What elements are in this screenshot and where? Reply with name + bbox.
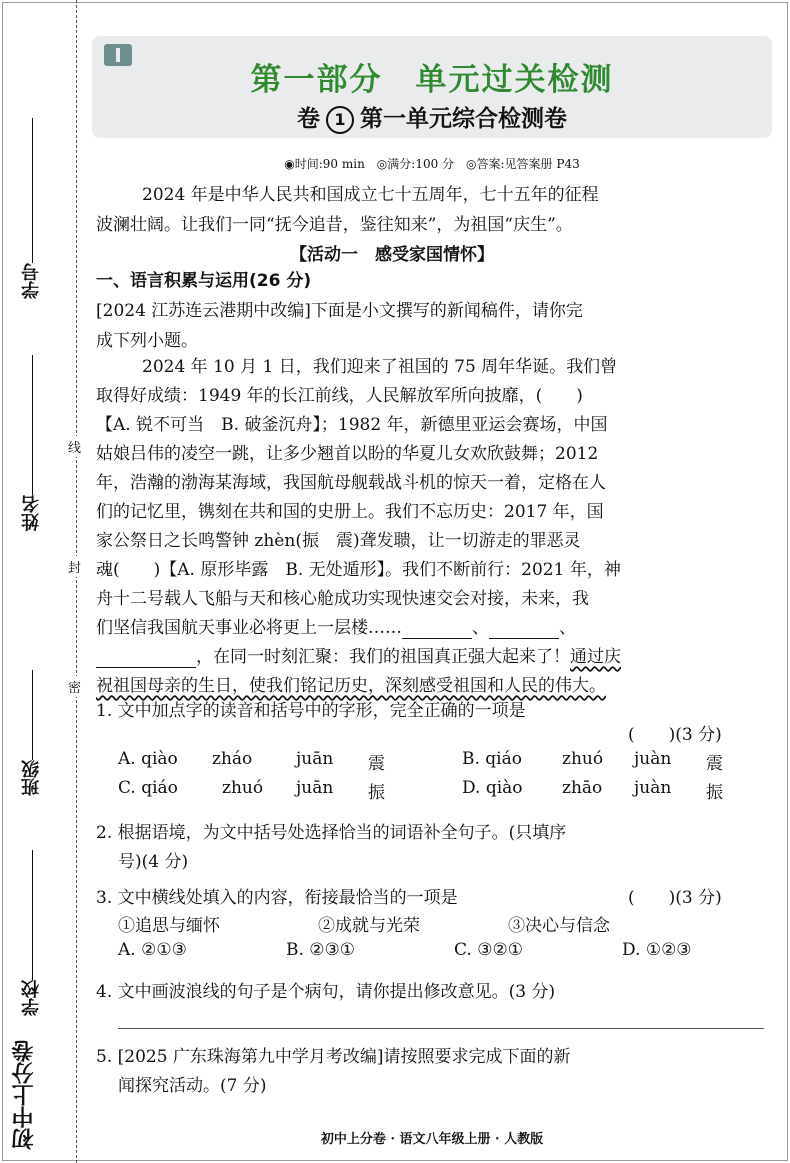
blank-sep-1: 、: [472, 618, 489, 638]
name-field[interactable]: [12, 355, 52, 531]
name-label: 姓名: [21, 495, 42, 531]
passage-line-6: 们的记忆里，镌刻在共和国的史册上。我们不忘历史：2017 年，国: [96, 502, 604, 522]
blank-1[interactable]: [402, 618, 472, 639]
question-5-line-2: 闻探究活动。(7 分): [118, 1076, 267, 1096]
intro-line-2: 波澜壮阔。让我们一同“抚今追昔，鉴往知来”，为祖国“庆生”。: [96, 215, 573, 235]
source-line-2: 成下列小题。: [96, 331, 198, 351]
class-field[interactable]: [12, 670, 52, 796]
passage-line-5: 年，浩瀚的渤海某海域，我国航母舰载战斗机的惊天一着，定格在人: [96, 473, 606, 493]
answer-line[interactable]: [118, 1028, 764, 1029]
q1-option-a-2: zháo: [212, 749, 253, 769]
q3-option-b[interactable]: B. ②③①: [286, 940, 356, 960]
brand-logo: 初中上分卷: [12, 1040, 37, 1150]
question-5-line-1: 5. [2025 广东珠海第九中学月考改编]请按照要求完成下面的新: [96, 1047, 571, 1067]
q1-option-a[interactable]: A. qiào: [118, 749, 178, 769]
cut-mark-line: 线: [68, 436, 81, 457]
class-line[interactable]: [32, 670, 33, 760]
q1-option-d[interactable]: D. qiào: [462, 778, 523, 798]
paper-title-text: 第一单元综合检测卷: [360, 106, 567, 132]
question-2-line-1: 2. 根据语境，为文中括号处选择恰当的词语补全句子。(只填序: [96, 823, 567, 843]
passage-line-10-text: 们坚信我国航天事业必将更上一层楼……: [96, 618, 402, 638]
question-4: 4. 文中画波浪线的句子是个病句，请你提出修改意见。(3 分): [96, 982, 556, 1002]
school-label: 学校: [21, 980, 42, 1016]
binding-cut-line: [76, 0, 77, 1163]
q3-item-1: ①追思与缅怀: [118, 916, 220, 936]
q3-item-3: ③决心与信念: [508, 916, 610, 936]
wavy-sentence-part-2: 祝祖国母亲的生日，使我们铭记历史，深刻感受祖国和人民的伟大。: [96, 676, 606, 696]
student-id-field[interactable]: [12, 118, 52, 299]
passage-line-11: [96, 642, 621, 668]
source-line-1: [2024 江苏连云港期中改编]下面是小文撰写的新闻稿件，请你完: [96, 301, 583, 321]
blank-2[interactable]: [489, 618, 559, 639]
passage-line-1: 2024 年 10 月 1 日，我们迎来了祖国的 75 周年华诞。我们曾: [142, 357, 618, 377]
passage-line-4: 姑娘吕伟的凌空一跳，让多少翘首以盼的华夏儿女欢欣鼓舞；2012: [96, 444, 599, 464]
question-1-score[interactable]: ( )(3 分): [628, 725, 722, 745]
q1-option-b[interactable]: B. qiáo: [462, 749, 522, 769]
wavy-sentence-part-1: 通过庆: [570, 647, 621, 667]
q3-option-c[interactable]: C. ③②①: [454, 940, 523, 960]
passage-line-9: 舟十二号载人飞船与天和核心舱成功实现快速交会对接，未来，我: [96, 589, 589, 609]
q1-option-c[interactable]: C. qiáo: [118, 778, 178, 798]
question-3-score[interactable]: ( )(3 分): [628, 888, 722, 908]
q1-option-b-2: zhuó: [562, 749, 604, 769]
passage-line-3: 【A. 锐不可当 B. 破釜沉舟】；1982 年，新德里亚运会赛场，中国: [96, 415, 608, 435]
cut-mark-secret: 密: [68, 676, 81, 697]
blank-3[interactable]: [96, 647, 196, 668]
passage-line-8: 魂( )【A. 原形毕露 B. 无处遁形】。我们不断前行：2021 年，神: [96, 560, 621, 580]
paper-prefix: 卷: [297, 106, 320, 132]
section-heading: 一、语言积累与运用(26 分): [96, 271, 312, 291]
cut-mark-seal: 封: [68, 556, 81, 577]
q1-option-b-4: 震: [706, 754, 723, 774]
q1-option-a-4: 震: [368, 754, 385, 774]
class-label: 班级: [21, 760, 42, 796]
q1-option-c-4: 振: [368, 783, 385, 803]
paper-title: [92, 100, 772, 134]
q1-option-c-3: juān: [296, 778, 334, 798]
blank-sep-2: 、: [559, 618, 576, 638]
passage-line-10: [96, 613, 576, 639]
q3-option-d[interactable]: D. ①②③: [622, 940, 692, 960]
intro-line-1: 2024 年是中华人民共和国成立七十五周年，七十五年的征程: [142, 185, 599, 205]
q3-item-2: ②成就与光荣: [318, 916, 420, 936]
q1-option-d-3: juàn: [634, 778, 672, 798]
school-line[interactable]: [32, 850, 33, 980]
q1-option-d-4: 振: [706, 783, 723, 803]
page-footer: 初中上分卷 · 语文八年级上册 · 人教版: [320, 1132, 544, 1147]
passage-line-2: 取得好成绩：1949 年的长江前线，人民解放军所向披靡，( ): [96, 386, 583, 406]
q1-option-c-2: zhuó: [222, 778, 264, 798]
q1-option-d-2: zhāo: [562, 778, 603, 798]
q1-option-a-3: juān: [296, 749, 334, 769]
passage-line-7: 家公祭日之长鸣警钟 zhèn(振 震)聋发聩，让一切游走的罪恶灵: [96, 531, 581, 551]
passage-line-11-text: ，在同一时刻汇聚：我们的祖国真正强大起来了！: [196, 647, 570, 667]
school-field[interactable]: [12, 850, 52, 1016]
part-title: 第一部分 单元过关检测: [250, 62, 614, 98]
question-3: 3. 文中横线处填入的内容，衔接最恰当的一项是: [96, 888, 458, 908]
q1-option-b-3: juàn: [634, 749, 672, 769]
paper-number: 1: [326, 106, 354, 134]
passage-line-12: [96, 671, 606, 696]
exam-meta: ◉时间:90 min ◎满分:100 分 ◎答案:见答案册 P43: [284, 157, 580, 171]
activity-heading: 【活动一 感受家国情怀】: [290, 245, 494, 265]
name-line[interactable]: [32, 355, 33, 495]
student-id-line[interactable]: [32, 118, 33, 263]
question-2-line-2: 号)(4 分): [118, 852, 189, 872]
student-id-label: 学号: [21, 263, 42, 299]
question-1: 1. 文中加点字的读音和括号中的字形，完全正确的一项是: [96, 701, 526, 721]
q3-option-a[interactable]: A. ②①③: [118, 940, 187, 960]
